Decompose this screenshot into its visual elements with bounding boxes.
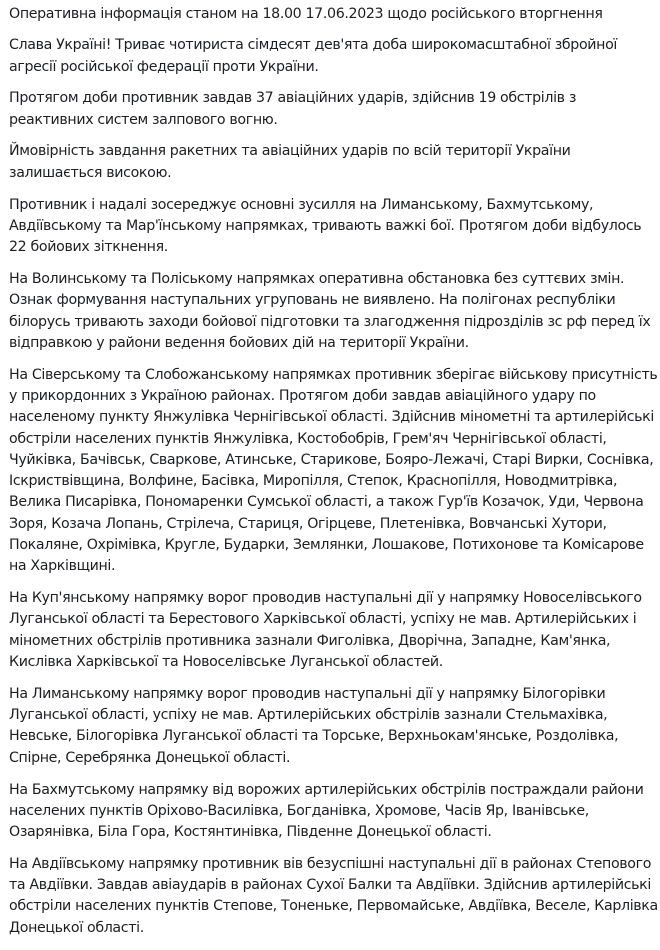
paragraph-avdiivka: На Авдіївському напрямку противник вів безуспішні наступальні дії в районах Степового та Авдіївки. Завдав авіаударів в районах Сухої Балки та Авдіївки. Здійснив артилерійські обстріли населених пунктів Степове, Тоненьке, Первомайське, Авдіївка, Веселе, Карлівка Донецької області. — [9, 855, 658, 936]
paragraph-greeting: Слава Україні! Триває чотириста сімдесят дев'ята доба широкомасштабної збройної агресії російської федерації проти України. — [9, 37, 618, 75]
paragraph-kupiansk: На Куп'янському напрямку ворог проводив наступальні дії у напрямку Новоселівського Луганської області та Берестового Харківської області, успіху не мав. Артилерійських і мінометних обстрілів противника зазнали Фиголівка, Дворічна, Западне, Кам'янка, Кислівка Харківської та Новоселівське Луганської областей. — [9, 590, 642, 671]
paragraph-bakhmut: На Бахмутському напрямку від ворожих артилерійських обстрілів постраждали райони населених пунктів Оріхово-Василівка, Богданівка, Хромове, Часів Яр, Іванівське, Озарянівка, Біла Гора, Костянтинівка, Південне Донецької області. — [9, 781, 644, 841]
paragraph-siversk-slobozhansk: На Сіверському та Слобожанському напрямках противник зберігає військову присутність у прикордонних з Україною районах. Протягом доби завдав авіаційного удару по населеному пункту Янжулівка Чернігівської області. Здійснив мінометні та артилерійські обстріли населених пунктів Янжулівка, Костобобрів, Грем'яч Чернігівської області, Чуйківка, Бачівськ, Сваркове, Атинське, Старикове, Бояро-Лежачі, Старі Вирки, Соснівка, Іскриствівщина, Волфине, Басівка, Миропілля, Степок, Краснопілля, Новодмитрівка, Велика Писарівка, Пономаренки Сумської області, а також Гур'їв Козачок, Уди, Червона Зоря, Козача Лопань, Стрілеча, Стариця, Огірцеве, Плетенівка, Вовчанські Хутори, Покаляне, Охрімівка, Кругле, Бударки, Землянки, Лошакове, Потихонове та Комісарове на Харківщині. — [9, 366, 658, 575]
paragraph-volyn-polissia: На Волинському та Поліському напрямках оперативна обстановка без суттєвих змін. Ознак формування наступальних угруповань не виявлено. На полігонах республіки білорусь тривають заходи бойової підготовки та злагодження підрозділів зс рф перед їх відправкою у райони ведення бойових дій на території України. — [9, 270, 651, 351]
paragraph-main-efforts: Противник і надалі зосереджує основні зусилля на Лиманському, Бахмутському, Авдіївському та Мар'їнському напрямках, тривають важкі бої. Протягом доби відбулось 22 бойових зіткнення. — [9, 196, 642, 256]
paragraph-lyman: На Лиманському напрямку ворог проводив наступальні дії у напрямку Білогорівки Луганської області, успіху не мав. Артилерійських обстрілів зазнали Стельмахівка, Невське, Білогорівка Луганської області та Торське, Верхньокам'янське, Роздолівка, Спірне, Серебрянка Донецької області. — [9, 685, 619, 766]
paragraph-threat-level: Ймовірність завдання ракетних та авіаційних ударів по всій території України залишається високою. — [9, 143, 571, 181]
post-headline: Оперативна інформація станом на 18.00 17.06.2023 щодо російського вторгнення — [9, 6, 603, 22]
paragraph-air-strikes: Протягом доби противник завдав 37 авіаційних ударів, здійснив 19 обстрілів з реактивних систем залпового вогню. — [9, 90, 577, 128]
post-body — [9, 0, 659, 950]
